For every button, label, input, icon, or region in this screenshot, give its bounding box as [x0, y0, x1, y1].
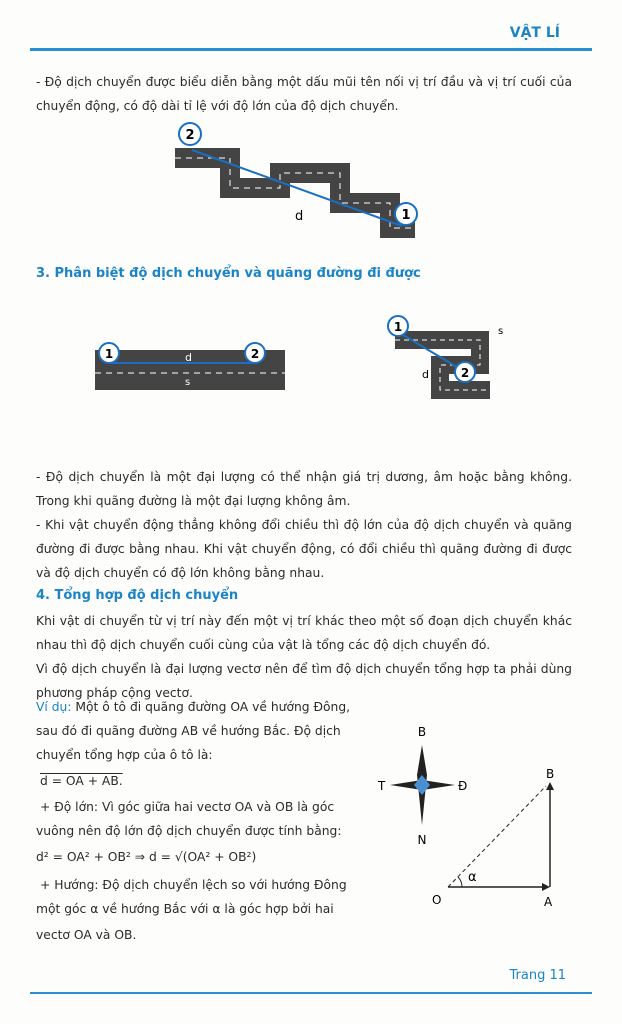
compass-rose-icon [377, 725, 467, 847]
paragraph: Vì độ dịch chuyển là đại lượng vectơ nên để tìm độ dịch chuyển tổng hợp ta phải dùng phương pháp cộng vectơ. [36, 662, 572, 700]
svg-text:α: α [468, 870, 477, 885]
svg-text:N: N [417, 833, 427, 847]
svg-text:O: O [432, 893, 442, 907]
example-line: chuyển tổng hợp của ô tô là: [36, 748, 213, 762]
svg-text:2: 2 [460, 366, 470, 380]
marker-2: 2 [185, 128, 195, 143]
svg-text:1: 1 [104, 347, 114, 361]
vector-equation: d = OA + AB. [40, 774, 123, 788]
svg-text:s: s [185, 377, 191, 388]
road-figure-zigzag [380, 310, 530, 420]
header-rule [30, 48, 592, 51]
page-number: Trang 11 [509, 968, 566, 983]
svg-text:T: T [378, 779, 386, 793]
vector-d-label: d [295, 209, 304, 224]
example-line: + Hướng: Độ dịch chuyển lệch so với hướng Đông [40, 878, 347, 892]
svg-text:B: B [417, 725, 427, 739]
svg-text:A: A [544, 895, 553, 909]
example-line: vectơ OA và OB. [36, 928, 137, 942]
svg-text:d: d [185, 351, 192, 364]
road-figure-straight [95, 335, 295, 405]
example-line: + Độ lớn: Vì góc giữa hai vectơ OA và OB là góc [40, 800, 335, 814]
paragraph: - Độ dịch chuyển được biểu diễn bằng một dấu mũi tên nối vị trí đầu và vị trí cuối của chuyển động, có độ dài tỉ lệ với độ lớn của độ dịch chuyển. [36, 75, 572, 113]
svg-text:s: s [498, 326, 504, 337]
paragraph: Khi vật di chuyển từ vị trí này đến một vị trí khác theo một số đoạn dịch chuyển khác nhau thì độ dịch chuyển cuối cùng của vật là tổng các độ dịch chuyển đó. [36, 614, 572, 652]
paragraph: - Độ dịch chuyển là một đại lượng có thể nhận giá trị dương, âm hoặc bằng không. Trong khi quãng đường là một đại lượng không âm. [36, 470, 572, 508]
marker-1: 1 [401, 208, 411, 223]
svg-text:2: 2 [250, 347, 260, 361]
example-line: một góc α về hướng Bắc với α là góc hợp bởi hai [36, 902, 334, 916]
example-line: vuông nên độ lớn độ dịch chuyển được tính bằng: [36, 824, 342, 838]
section-3-heading: 3. Phân biệt độ dịch chuyển và quãng đường đi được [36, 266, 421, 281]
magnitude-formula: d² = OA² + OB² ⇒ d = √(OA² + OB²) [36, 850, 257, 864]
footer-rule [30, 992, 592, 994]
svg-text:Đ: Đ [458, 779, 468, 793]
road-figure-displacement [170, 118, 430, 248]
paragraph: - Khi vật chuyển động thẳng không đổi chiều thì độ lớn của độ dịch chuyển và quãng đường đi được bằng nhau. Khi vật chuyển động, có đổi chiều thì quãng đường đi được và độ dịch chuyển có độ lớn không bằng nhau. [36, 518, 572, 580]
section-4-heading: 4. Tổng hợp độ dịch chuyển [36, 588, 239, 603]
subject-header: VẬT LÍ [509, 25, 560, 41]
example-line: Ví dụ: Một ô tô đi quãng đường OA về hướng Đông, [36, 700, 351, 714]
svg-text:B: B [546, 767, 555, 781]
compass-vector-diagram [370, 720, 580, 910]
svg-text:d: d [422, 368, 429, 381]
example-line: sau đó đi quãng đường AB về hướng Bắc. Độ dịch [36, 724, 341, 738]
svg-text:1: 1 [393, 320, 403, 334]
